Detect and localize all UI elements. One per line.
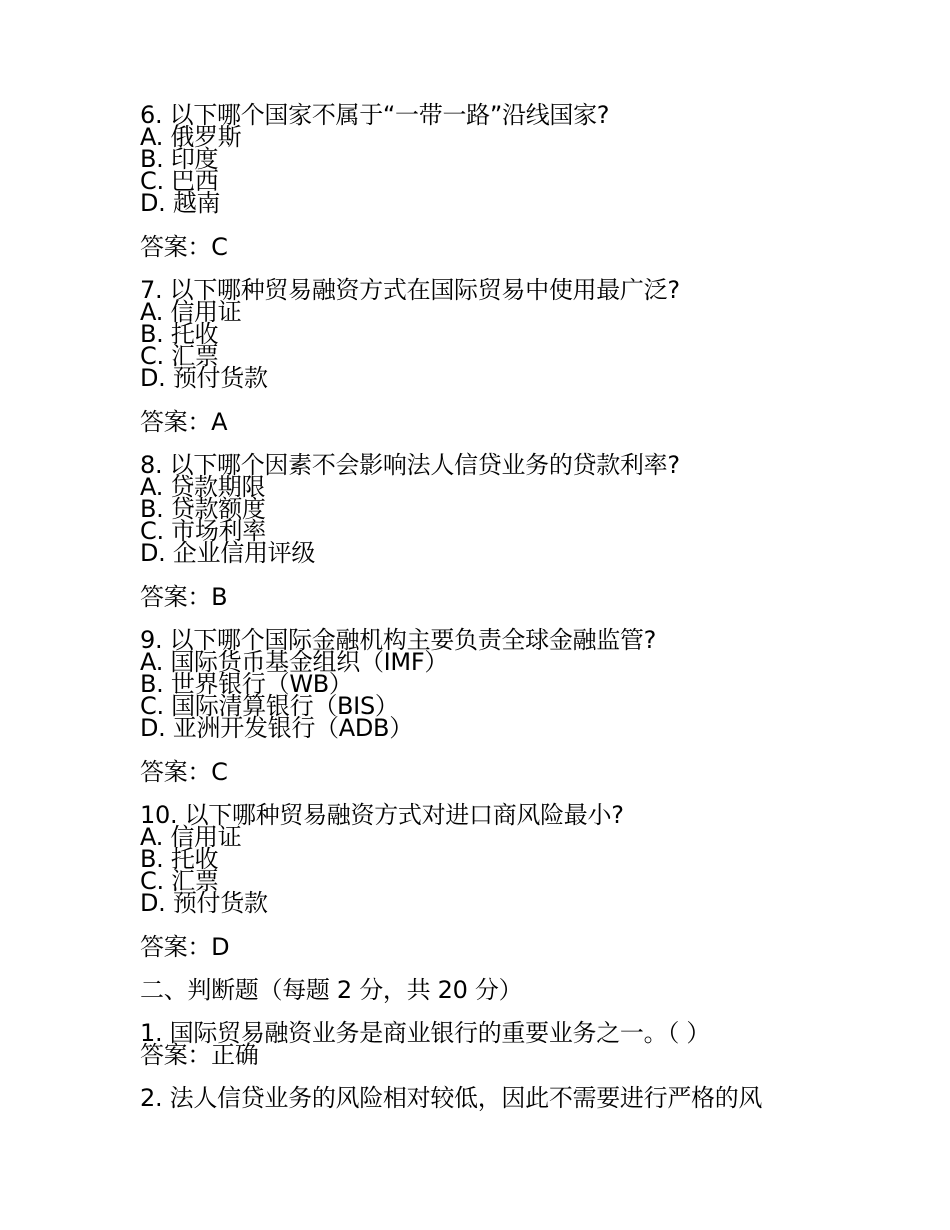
option-c: C. 国际清算银行（BIS） <box>140 692 399 720</box>
option-b: B. 托收 <box>140 845 219 873</box>
judge-question-2 <box>140 1084 900 1112</box>
question-stem: 1. 国际贸易融资业务是商业银行的重要业务之一。（ ） <box>140 1019 711 1047</box>
option-a: A. 信用证 <box>140 823 242 851</box>
option-c: C. 市场利率 <box>140 517 266 545</box>
option-b: B. 托收 <box>140 320 219 348</box>
question-stem: 8. 以下哪个因素不会影响法人信贷业务的贷款利率? <box>140 451 680 479</box>
option-d: D. 亚洲开发银行（ADB） <box>140 714 413 742</box>
option-a: A. 国际货币基金组织（IMF） <box>140 648 449 676</box>
option-b: B. 世界银行（WB） <box>140 670 353 698</box>
option-d: D. 越南 <box>140 189 221 217</box>
option-c: C. 巴西 <box>140 167 219 195</box>
question-6 <box>140 101 900 261</box>
section-title: 二、判断题（每题 2 分，共 20 分） <box>140 976 523 1004</box>
question-8 <box>140 451 900 611</box>
answer: 答案：C <box>140 758 228 786</box>
option-d: D. 预付货款 <box>140 889 268 917</box>
option-a: A. 俄罗斯 <box>140 123 242 151</box>
option-c: C. 汇票 <box>140 867 219 895</box>
answer: 答案：B <box>140 583 228 611</box>
answer: 答案：正确 <box>140 1041 259 1069</box>
option-a: A. 贷款期限 <box>140 473 266 501</box>
option-b: B. 贷款额度 <box>140 495 266 523</box>
option-d: D. 企业信用评级 <box>140 539 316 567</box>
question-stem: 9. 以下哪个国际金融机构主要负责全球金融监管? <box>140 626 657 654</box>
answer: 答案：D <box>140 933 230 961</box>
judge-question-1 <box>140 1019 900 1069</box>
question-7 <box>140 276 900 436</box>
question-stem: 6. 以下哪个国家不属于“一带一路”沿线国家? <box>140 101 610 129</box>
question-stem: 2. 法人信贷业务的风险相对较低，因此不需要进行严格的风 <box>140 1084 763 1112</box>
option-b: B. 印度 <box>140 145 219 173</box>
question-stem: 10. 以下哪种贸易融资方式对进口商风险最小? <box>140 801 624 829</box>
document-page <box>140 101 900 1112</box>
answer: 答案：C <box>140 233 228 261</box>
option-d: D. 预付货款 <box>140 364 268 392</box>
option-a: A. 信用证 <box>140 298 242 326</box>
question-stem: 7. 以下哪种贸易融资方式在国际贸易中使用最广泛? <box>140 276 680 304</box>
option-c: C. 汇票 <box>140 342 219 370</box>
question-10 <box>140 801 900 961</box>
answer: 答案：A <box>140 408 228 436</box>
question-9 <box>140 626 900 786</box>
